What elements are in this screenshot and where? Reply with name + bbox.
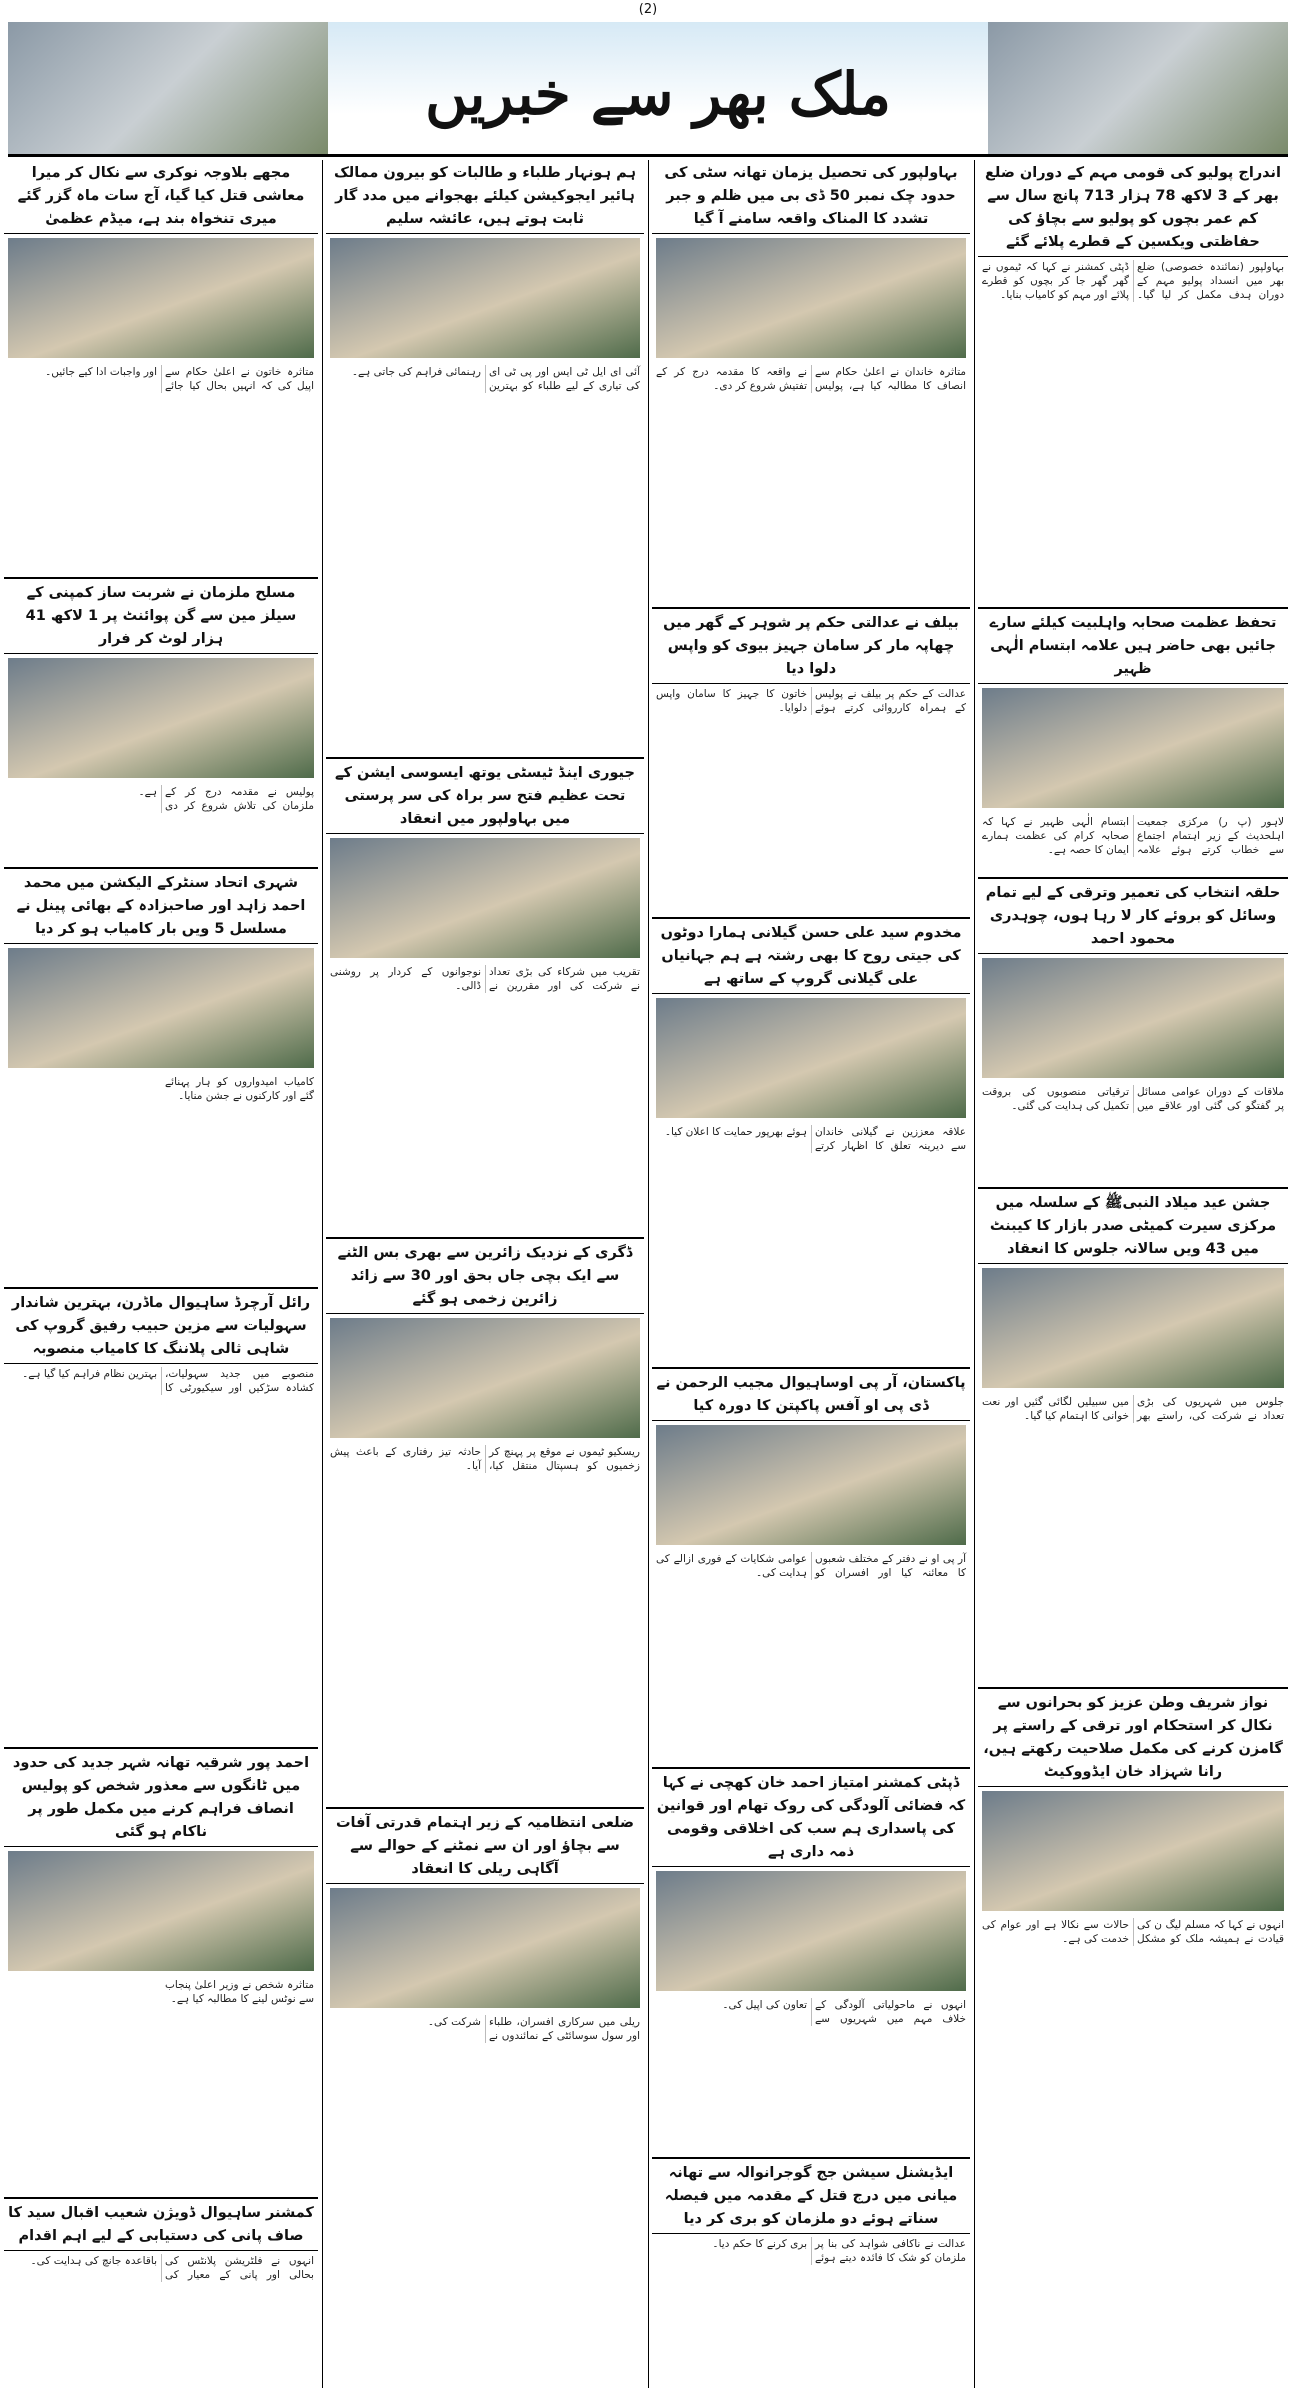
story-divider — [978, 1687, 1288, 1689]
story-headline: جشن عید میلاد النبیﷺ کے سلسلہ میں مرکزی سیرت کمیٹی صدر بازار کا کیبنٹ میں 43 ویں سالانہ جلوس کا انعقاد — [978, 1190, 1288, 1264]
story-divider — [326, 757, 644, 759]
story-divider — [652, 1767, 970, 1769]
story-divider — [4, 867, 318, 869]
news-story — [652, 1370, 970, 1766]
story-headline: حلقہ انتخاب کی تعمیر وترقی کے لیے تمام وسائل کو بروئے کار لا رہا ہوں، چوہدری محمود احمد — [978, 880, 1288, 954]
news-story — [652, 610, 970, 916]
story-photo — [8, 1851, 314, 1971]
story-headline: بیلف نے عدالتی حکم پر شوہر کے گھر میں چھاپہ مار کر سامان جہیز بیوی کو واپس دلوا دیا — [652, 610, 970, 684]
column-divider — [648, 160, 649, 2388]
news-story — [326, 160, 644, 756]
story-body: انہوں نے کہا کہ مسلم لیگ ن کی قیادت نے ہمیشہ ملک کو مشکل حالات سے نکالا ہے اور عوام کی خدمت کی ہے۔ — [982, 1919, 1284, 1945]
story-body: منصوبے میں جدید سہولیات، کشادہ سڑکیں اور سیکیورٹی کا بہترین نظام فراہم کیا گیا ہے۔ — [22, 1368, 314, 1394]
story-body: متاثرہ خاندان نے اعلیٰ حکام سے انصاف کا مطالبہ کیا ہے، پولیس نے واقعہ کا مقدمہ درج کر کے تفتیش شروع کر دی۔ — [656, 366, 966, 392]
story-headline: اندراج پولیو کی قومی مہم کے دوران ضلع بھر کے 3 لاکھ 78 ہزار 713 پانچ سال سے کم عمر بچوں کو پولیو سے بچاؤ کی حفاظتی ویکسین کے قطرے پلائے گئے — [978, 160, 1288, 257]
story-divider — [652, 607, 970, 609]
story-divider — [4, 2197, 318, 2199]
story-photo — [982, 1268, 1284, 1388]
story-headline: ضلعی انتظامیہ کے زیر اہتمام قدرتی آفات سے بچاؤ اور ان سے نمٹنے کے حوالے سے آگاہی ریلی کا انعقاد — [326, 1810, 644, 1884]
story-body: جلوس میں شہریوں کی بڑی تعداد نے شرکت کی، راستے بھر میں سبیلیں لگائی گئیں اور نعت خوانی کا اہتمام کیا گیا۔ — [982, 1396, 1284, 1422]
story-divider — [326, 1237, 644, 1239]
news-story — [4, 2200, 318, 2384]
story-divider — [652, 917, 970, 919]
column-2 — [652, 160, 970, 2388]
story-body: عدالت کے حکم پر بیلف نے پولیس کے ہمراہ کارروائی کرتے ہوئے خاتون کا جہیز کا سامان واپس دلوایا۔ — [656, 688, 966, 714]
news-story — [978, 1690, 1288, 2384]
story-headline: ڈگری کے نزدیک زائرین سے بھری بس الٹنے سے ایک بچی جاں بحق اور 30 سے زائد زائرین زخمی ہو گئے — [326, 1240, 644, 1314]
story-divider — [978, 607, 1288, 609]
story-headline: شہری اتحاد سنٹرکے الیکشن میں محمد احمد زاہد اور صاحبزادہ کے بھائی پینل نے مسلسل 5 ویں بار کامیاب ہو کر دیا — [4, 870, 318, 944]
story-headline: مخدوم سید علی حسن گیلانی ہمارا دوٹوں کی جیتی روح کا بھی رشتہ ہے ہم جہانیاں علی گیلانی گروپ کے ساتھ ہے — [652, 920, 970, 994]
story-photo — [8, 948, 314, 1068]
story-divider — [4, 1287, 318, 1289]
story-photo — [8, 658, 314, 778]
column-4 — [4, 160, 318, 2388]
column-3 — [326, 160, 644, 2388]
story-photo — [330, 1318, 640, 1438]
masthead — [8, 22, 1288, 157]
news-story — [4, 160, 318, 576]
story-headline: کمشنر ساہیوال ڈویژن شعیب اقبال سید کا صاف پانی کی دستیابی کے لیے اہم اقدام — [4, 2200, 318, 2251]
story-body: انہوں نے ماحولیاتی آلودگی کے خلاف مہم میں شہریوں سے تعاون کی اپیل کی۔ — [722, 1999, 966, 2025]
story-headline: نواز شریف وطن عزیز کو بحرانوں سے نکال کر استحکام اور ترقی کے راستے پر گامزن کرنے کی مکمل صلاحیت رکھتے ہیں، رانا شہزاد خان ایڈووکیٹ — [978, 1690, 1288, 1787]
page-number: (2) — [638, 2, 658, 17]
story-photo — [982, 958, 1284, 1078]
story-body: آر پی او نے دفتر کے مختلف شعبوں کا معائنہ کیا اور افسران کو عوامی شکایات کے فوری ازالے کی ہدایت کی۔ — [656, 1553, 966, 1579]
story-photo — [656, 998, 966, 1118]
news-story — [978, 880, 1288, 1186]
story-divider — [4, 577, 318, 579]
story-headline: مجھے بلاوجہ نوکری سے نکال کر میرا معاشی قتل کیا گیا، آج سات ماہ گزر گئے میری تنخواہ بند ہے، میڈم عظمیٰ — [4, 160, 318, 234]
news-story — [652, 1770, 970, 2156]
gateway-illustration — [988, 22, 1288, 154]
news-story — [326, 760, 644, 1236]
story-photo — [8, 238, 314, 358]
news-story — [978, 1190, 1288, 1686]
story-headline: جیوری اینڈ ٹیسٹی یوتھ ایسوسی ایشن کے تحت عظیم فتح سر براہ کی سر پرستی میں بہاولپور میں انعقاد — [326, 760, 644, 834]
story-body: انہوں نے فلٹریشن پلانٹس کی بحالی اور پانی کے معیار کی باقاعدہ جانچ کی ہدایت کی۔ — [30, 2255, 314, 2281]
story-headline: پاکستان، آر پی اوساہیوال مجیب الرحمن نے ڈی پی او آفس پاکپتن کا دورہ کیا — [652, 1370, 970, 1421]
news-story — [326, 1240, 644, 1806]
story-headline: تحفظ عظمت صحابہ واہلبیت کیلئے سارے جائیں بھی حاضر ہیں علامہ ابتسام الٰہی ظہیر — [978, 610, 1288, 684]
news-story — [978, 160, 1288, 606]
story-body: ملاقات کے دوران عوامی مسائل پر گفتگو کی گئی اور علاقے میں ترقیاتی منصوبوں کی بروقت تکمیل کی ہدایت کی گئی۔ — [982, 1086, 1284, 1112]
story-body: بہاولپور (نمائندہ خصوصی) ضلع بھر میں انسداد پولیو مہم کے دوران ہدف مکمل کر لیا گیا۔ ڈپٹی کمشنر نے کہا کہ ٹیموں نے گھر گھر جا کر بچوں کو قطرے پلائے اور مہم کو کامیاب بنایا۔ — [982, 261, 1284, 301]
story-photo — [330, 838, 640, 958]
news-story — [978, 610, 1288, 876]
story-divider — [978, 877, 1288, 879]
masthead-title: ملک بھر سے خبریں — [425, 60, 891, 128]
story-body: تقریب میں شرکاء کی بڑی تعداد نے شرکت کی اور مقررین نے نوجوانوں کے کردار پر روشنی ڈالی۔ — [330, 966, 640, 992]
story-divider — [978, 1187, 1288, 1189]
story-body: کامیاب امیدواروں کو ہار پہنائے گئے اور کارکنوں نے جشن منایا۔ — [165, 1076, 314, 1102]
column-1 — [978, 160, 1288, 2388]
column-divider — [322, 160, 323, 2388]
news-story — [326, 1810, 644, 2384]
news-story — [652, 2160, 970, 2384]
news-story — [652, 160, 970, 606]
story-headline: احمد پور شرقیہ تھانہ شہر جدید کی حدود میں ٹانگوں سے معذور شخص کو پولیس انصاف فراہم کرنے میں مکمل طور پر ناکام ہو گئی — [4, 1750, 318, 1847]
story-photo — [330, 1888, 640, 2008]
story-divider — [652, 1367, 970, 1369]
column-divider — [974, 160, 975, 2388]
story-body: ریسکیو ٹیموں نے موقع پر پہنچ کر زخمیوں کو ہسپتال منتقل کیا، حادثہ تیز رفتاری کے باعث پیش آیا۔ — [330, 1446, 640, 1472]
story-headline: ایڈیشنل سیشن جج گوجرانوالہ سے تھانہ میانی میں درج قتل کے مقدمہ میں فیصلہ سناتے ہوئے دو ملزمان کو بری کر دیا — [652, 2160, 970, 2234]
story-photo — [656, 238, 966, 358]
story-divider — [652, 2157, 970, 2159]
story-photo — [982, 1791, 1284, 1911]
story-divider — [4, 1747, 318, 1749]
story-body: متاثرہ خاتون نے اعلیٰ حکام سے اپیل کی کہ انہیں بحال کیا جائے اور واجبات ادا کیے جائیں۔ — [45, 366, 314, 392]
story-divider — [326, 1807, 644, 1809]
story-photo — [656, 1871, 966, 1991]
story-body: متاثرہ شخص نے وزیر اعلیٰ پنجاب سے نوٹس لینے کا مطالبہ کیا ہے۔ — [165, 1979, 314, 2005]
story-body: علاقہ معززین نے گیلانی خاندان سے دیرینہ تعلق کا اظہار کرتے ہوئے بھرپور حمایت کا اعلان کیا۔ — [664, 1126, 966, 1152]
story-body: لاہور (پ ر) مرکزی جمعیت اہلحدیث کے زیر اہتمام اجتماع سے خطاب کرتے ہوئے علامہ ابتسام الٰہی ظہیر نے کہا کہ صحابہ کرام کی عظمت ہمارے ایمان کا حصہ ہے۔ — [982, 816, 1284, 856]
story-body: ریلی میں سرکاری افسران، طلباء اور سول سوسائٹی کے نمائندوں نے شرکت کی۔ — [427, 2016, 640, 2042]
story-body: آئی ای ایل ٹی ایس اور پی ٹی ای کی تیاری کے لیے طلباء کو بہترین رہنمائی فراہم کی جاتی ہے۔ — [351, 366, 640, 392]
news-story — [4, 1290, 318, 1746]
story-photo — [982, 688, 1284, 808]
story-headline: ہم ہونہار طلباء و طالبات کو بیرون ممالک ہائیر ایجوکیشن کیلئے بھجوانے میں مدد گار ثابت ہوتے ہیں، عائشہ سلیم — [326, 160, 644, 234]
story-body: عدالت نے ناکافی شواہد کی بنا پر ملزمان کو شک کا فائدہ دیتے ہوئے بری کرنے کا حکم دیا۔ — [712, 2238, 966, 2264]
story-headline: مسلح ملزمان نے شربت ساز کمپنی کے سیلز مین سے گن پوائنٹ پر 1 لاکھ 41 ہزار لوٹ کر فرار — [4, 580, 318, 654]
news-story — [652, 920, 970, 1366]
story-headline: بہاولپور کی تحصیل یزمان تھانہ سٹی کی حدود چک نمبر 50 ڈی بی میں ظلم و جبر تشدد کا المناک واقعہ سامنے آ گیا — [652, 160, 970, 234]
news-story — [4, 1750, 318, 2196]
story-photo — [656, 1425, 966, 1545]
story-headline: ڈپٹی کمشنر امتیاز احمد خان کھچی نے کہا کہ فضائی آلودگی کی روک تھام اور قوانین کی پاسداری ہم سب کی اخلاقی وقومی ذمہ داری ہے — [652, 1770, 970, 1867]
story-photo — [330, 238, 640, 358]
news-story — [4, 870, 318, 1286]
news-story — [4, 580, 318, 866]
landmarks-illustration — [8, 22, 328, 154]
story-body: پولیس نے مقدمہ درج کر کے ملزمان کی تلاش شروع کر دی ہے۔ — [138, 786, 314, 812]
story-headline: رائل آرچرڈ ساہیوال ماڈرن، بہترین شاندار سہولیات سے مزین حبیب رفیق گروپ کی شاہی ثالی پلاننگ کا کامیاب منصوبہ — [4, 1290, 318, 1364]
